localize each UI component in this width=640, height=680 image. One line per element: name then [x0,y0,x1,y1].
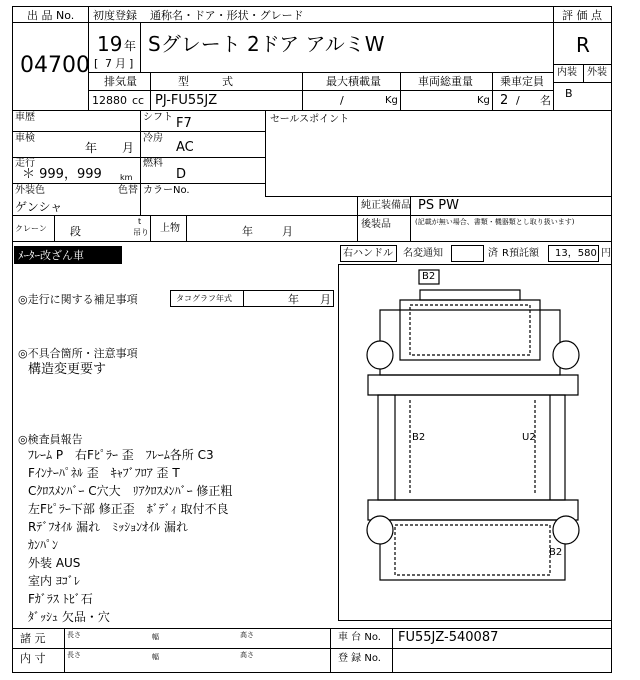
interior-label: 内装 [557,67,577,78]
inspector-report [28,446,232,626]
inspector-line: Fｶﾞﾗｽ ﾄﾋﾞ石 [28,592,93,606]
mileage-value: ＊ 999，999 [22,167,102,182]
grade-text: Sグレート 2ドア アルミW [148,32,385,56]
crane-label: クレーン [15,224,47,233]
inspector-line: Rﾃﾞﾌｵｲﾙ 漏れ ﾐｯｼｮﾝｵｲﾙ 漏れ [28,520,188,534]
body-month-unit: 月 [282,225,293,238]
inspector-line: 外装 AUS [28,556,81,570]
inspector-title: ◎検査員報告 [18,433,83,446]
tachograph-label: タコグラフ年式 [176,294,232,303]
inner-length-label: 長さ [67,651,81,659]
inspector-line: Cｸﾛｽﾒﾝﾊﾞｰ C穴大 ﾘｱｸﾛｽﾒﾝﾊﾞｰ 修正粗 [28,484,233,498]
capacity-unit: 名 [540,94,551,107]
lot-number: 04700 [20,53,90,78]
history-label: 車歴 [15,112,35,123]
rhd-label: 右ハンドル [343,248,393,259]
ext-color-value: ゲンシャ [15,200,63,214]
max-load-sep: / [340,94,344,107]
recycle-done: 済 [488,248,498,259]
inner-width-label: 幅 [152,653,159,661]
inspector-line: ﾌﾚｰﾑ P 右Fﾋﾟﾗｰ 歪 ﾌﾚｰﾑ各所 C3 [28,448,214,462]
inner-dims-label: 内 寸 [20,652,46,665]
interior-grade: B [565,87,573,100]
fuel-value: D [176,167,187,182]
capacity-label: 乗車定員 [500,75,544,88]
damage-mark: B2 [412,432,426,443]
vehicle-diagram-lines [368,270,578,580]
driving-remarks-title: ◎走行に関する補足事項 [18,293,138,306]
aftermarket-note: (記載が無い場合、書類・機器類とし取り扱います) [415,218,575,226]
month-bracket-open: [ [94,57,99,70]
capacity-value: 2 [500,93,509,108]
defect-line: 構造変更要す [28,362,107,377]
tacho-month-unit: 月 [320,293,331,306]
recycle-amount: 13，580 [555,248,597,259]
chassis-label: 車 台 No. [338,632,381,643]
inspector-line: ｶﾝﾊﾟﾝ [28,538,59,552]
inspection-label: 車検 [15,133,35,144]
damage-mark: U2 [522,432,536,443]
standard-equip-value: PS PW [418,198,459,213]
month: 7 [105,57,112,70]
eval-label: 評 価 点 [562,9,602,22]
year-unit: 年 [124,39,137,53]
inspector-line: 室内 ﾖｺﾞﾚ [28,574,80,588]
eval-score: R [576,33,590,57]
vehicle-diagram-wheels [367,341,579,544]
damage-mark: B2 [549,547,563,558]
crane-tsuri: 吊り [133,228,149,237]
displacement-value: 12880 [92,94,127,107]
reg-label: 登 録 No. [338,653,381,664]
color-code-label: カラーNo. [143,185,190,196]
inspection-month-unit: 月 [122,141,135,155]
gvw-label: 車両総重量 [418,75,473,88]
crane-dan: 段 [70,225,81,238]
recycle-label: R預託額 [502,248,539,259]
model-type-value: PJ-FU55JZ [155,93,218,108]
crane-ton: t [138,217,142,226]
month-unit: 月 [115,57,126,70]
max-load-label: 最大積載量 [326,75,381,88]
lot-label: 出 品 No. [27,9,75,22]
name-change-label: 名変通知 [403,248,443,259]
standard-equip-label: 純正装備品 [361,200,411,211]
inspector-line: Fｲﾝﾅｰﾊﾟﾈﾙ 歪 ｷｬﾌﾞﾌﾛｱ 歪 T [28,466,180,480]
cc-unit: cc [132,94,145,107]
exterior-label: 外装 [587,67,607,78]
aftermarket-label: 後装品 [361,219,391,230]
fuel-label: 燃料 [143,158,163,169]
chassis-number: FU55JZ-540087 [398,630,499,645]
gvw-unit: Kg [477,95,490,106]
shift-value: F7 [176,116,192,131]
mileage-label: 走行 [15,158,35,169]
meter-tampered-banner: ﾒｰﾀｰ改ざん車 [14,246,122,264]
capacity-sep: / [516,94,520,107]
ac-label: 冷房 [143,133,163,144]
max-load-unit: Kg [385,95,398,106]
displacement-label: 排気量 [104,75,137,88]
width-label: 幅 [152,633,159,641]
body-label: 上物 [160,223,180,234]
inspection-year-unit: 年 [85,141,98,155]
ext-color-label: 外装色 [15,185,45,196]
color-no-label: 色替 [118,185,138,196]
body-year-unit: 年 [242,225,253,238]
tacho-year-unit: 年 [288,293,299,306]
dims-label: 諸 元 [20,632,46,645]
defects-title: ◎不具合箇所・注意事項 [18,347,138,360]
first-reg-label: 初度登録 [93,9,137,22]
inner-height-label: 高さ [240,651,254,659]
inspector-line: 左Fﾋﾟﾗｰ下部 修正歪 ﾎﾞﾃﾞｨ 取付不良 [28,502,229,516]
model-label: 通称名・ドア・形状・グレード [150,9,304,22]
ac-value: AC [176,140,194,155]
recycle-unit: 円 [601,248,611,259]
year: 19 [97,32,123,56]
inspector-line: ﾀﾞｯｼｭ 欠品・穴 [28,610,110,624]
height-label: 高さ [240,631,254,639]
length-label: 長さ [67,631,81,639]
month-bracket-close: ] [129,57,134,70]
mileage-unit: km [120,173,133,182]
shift-label: シフト [143,112,173,123]
damage-mark: B2 [422,271,436,282]
sales-point-label: セールスポイント [270,114,350,125]
model-type-label: 型 式 [178,75,233,88]
